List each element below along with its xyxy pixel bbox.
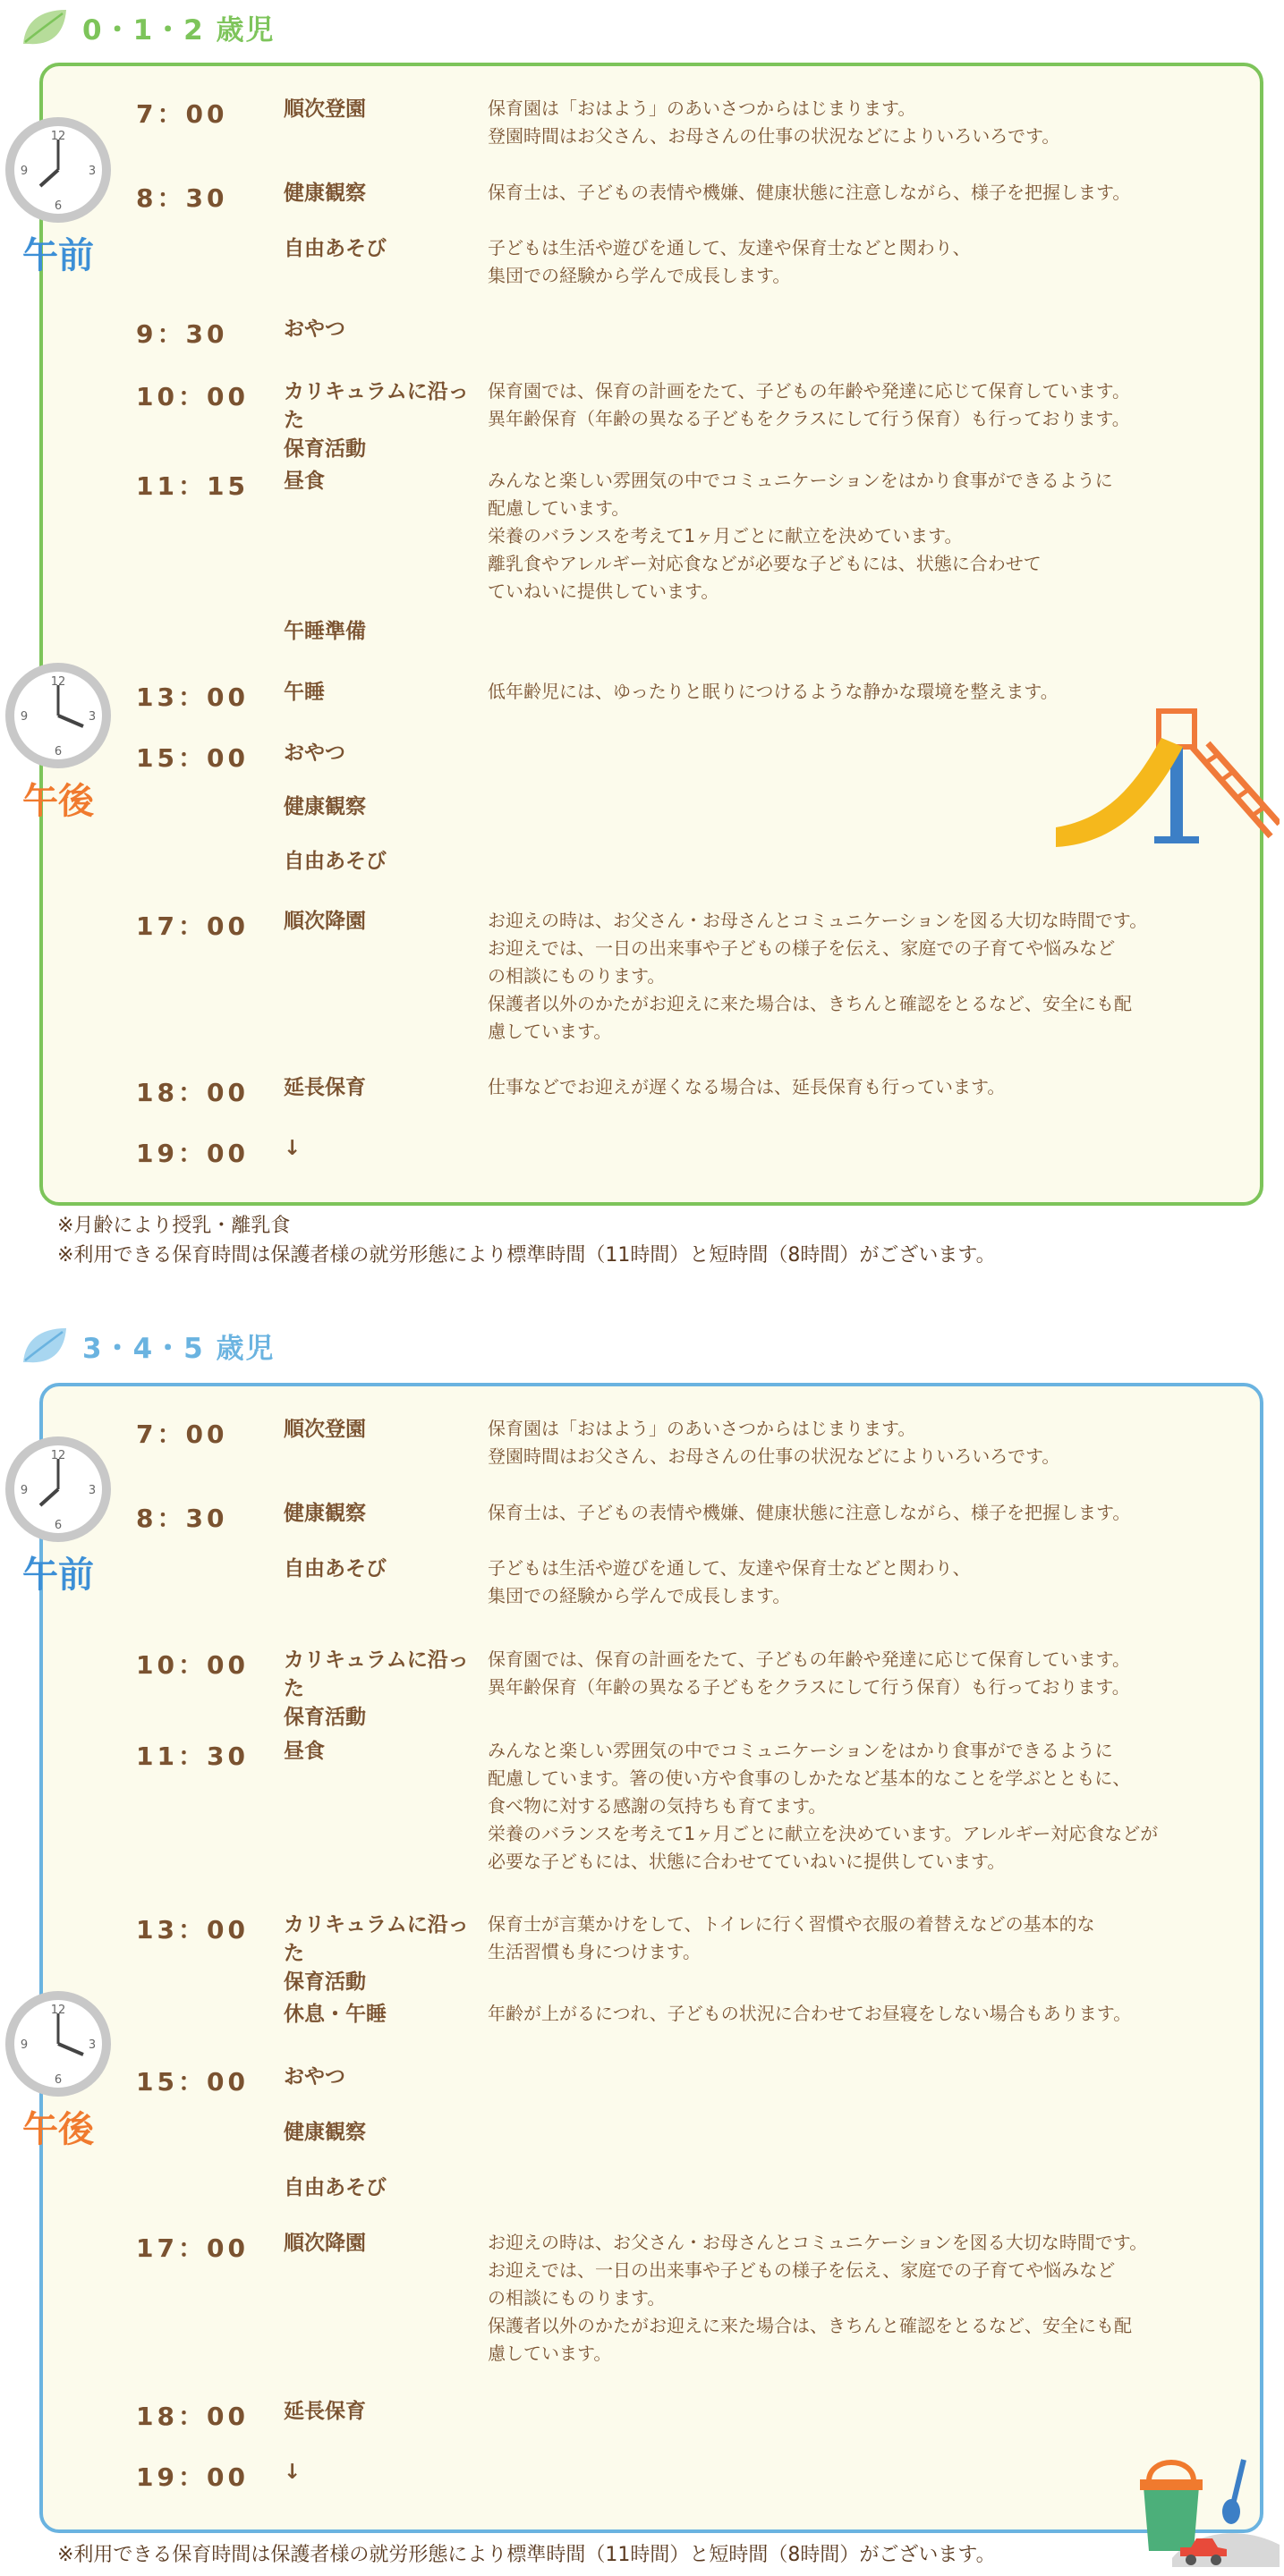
desc-line: 集団での経験から学んで成長します。 — [488, 265, 791, 286]
svg-text:9: 9 — [20, 710, 29, 724]
clock-icon — [4, 1436, 112, 1543]
svg-text:9: 9 — [20, 2038, 29, 2052]
row-time: 8：30 — [136, 183, 228, 213]
row-activity: おやつ — [284, 318, 345, 341]
desc-line: 保護者以外のかたがお迎えに来た場合は、きちんと確認をとるなど、安全にも配 — [488, 2315, 1132, 2336]
row-time: 17：00 — [136, 2233, 249, 2263]
desc-line: 慮しています。 — [488, 1021, 612, 1042]
clock-am-block — [0, 116, 116, 278]
row-activity: 順次登園 — [284, 97, 366, 121]
leaf-icon — [20, 1325, 70, 1366]
row-activity: ↓ — [284, 1137, 302, 1160]
desc-line: 子どもは生活や遊びを通して、友達や保育士などと関わり、 — [488, 1557, 971, 1579]
pm-label: 午後 — [22, 2109, 94, 2150]
row-activity: 健康観察 — [284, 1502, 366, 1525]
row-time: 7：00 — [136, 99, 228, 129]
toy-car-icon — [1177, 2533, 1230, 2569]
am-label: 午前 — [22, 235, 94, 276]
row-time: 18：00 — [136, 1078, 249, 1107]
row-activity: 自由あそび — [284, 2176, 387, 2199]
row-activity: 順次降園 — [284, 910, 366, 933]
desc-line: の相談にものります。 — [488, 2287, 666, 2309]
desc-line: 登園時間はお父さん、お母さんの仕事の状況などによりいろいろです。 — [488, 125, 1060, 147]
row-activity: 自由あそび — [284, 1557, 387, 1580]
row-activity: カリキュラムに沿った 保育活動 — [284, 380, 469, 461]
row-description — [488, 377, 1230, 433]
note-line: ※月齢により授乳・離乳食 — [57, 1215, 291, 1237]
svg-text:6: 6 — [54, 1519, 63, 1532]
row-description — [488, 2229, 1230, 2368]
section-title: 0・1・2 歳児 — [82, 13, 276, 47]
desc-line: 保護者以外のかたがお迎えに来た場合は、きちんと確認をとるなど、安全にも配 — [488, 993, 1132, 1014]
clock-pm-block — [0, 1990, 116, 2152]
row-activity: カリキュラムに沿った 保育活動 — [284, 1913, 469, 1994]
row-description — [488, 1499, 1230, 1527]
desc-line: 必要な子どもには、状態に合わせてていねいに提供しています。 — [488, 1851, 1006, 1872]
row-description — [488, 1555, 1230, 1610]
desc-line: 栄養のバランスを考えて1ヶ月ごとに献立を決めています。 — [488, 525, 963, 547]
svg-text:6: 6 — [54, 2073, 63, 2087]
svg-text:6: 6 — [54, 199, 63, 213]
row-description — [488, 234, 1230, 290]
desc-line: 保育園は「おはよう」のあいさつからはじまります。 — [488, 1418, 916, 1439]
desc-line: 配慮しています。箸の使い方や食事のしかたなど基本的なことを学ぶとともに、 — [488, 1767, 1131, 1789]
note-line: ※利用できる保育時間は保護者様の就労形態により標準時間（11時間）と短時間（8時間）がございます。 — [57, 2544, 996, 2566]
row-time: 19：00 — [136, 2462, 249, 2492]
row-time: 17：00 — [136, 911, 249, 941]
svg-text:12: 12 — [50, 2004, 66, 2017]
svg-text:12: 12 — [50, 130, 66, 143]
desc-line: 慮しています。 — [488, 2343, 612, 2364]
row-time: 19：00 — [136, 1139, 249, 1168]
row-activity: 午睡準備 — [284, 620, 366, 643]
row-time: 9：30 — [136, 319, 228, 349]
row-activity: 休息・午睡 — [284, 2003, 387, 2026]
row-time: 7：00 — [136, 1419, 228, 1449]
desc-line: みんなと楽しい雰囲気の中でコミュニケーションをはかり食事ができるように — [488, 1740, 1113, 1761]
svg-text:12: 12 — [50, 1449, 66, 1462]
row-activity: ↓ — [284, 2461, 302, 2484]
clock-icon — [4, 1990, 112, 2097]
desc-line: お迎えの時は、お父さん・お母さんとコミュニケーションを図る大切な時間です。 — [488, 910, 1148, 931]
slide-icon — [1056, 702, 1280, 859]
svg-text:3: 3 — [88, 165, 97, 178]
am-label: 午前 — [22, 1555, 94, 1596]
row-activity: 延長保育 — [284, 1076, 366, 1099]
desc-line: 離乳食やアレルギー対応食などが必要な子どもには、状態に合わせて — [488, 553, 1042, 574]
row-description — [488, 907, 1230, 1046]
svg-text:3: 3 — [88, 1484, 97, 1497]
desc-line: 保育園では、保育の計画をたて、子どもの年齢や発達に応じて保育しています。 — [488, 380, 1130, 402]
desc-line: 保育士は、子どもの表情や機嫌、健康状態に注意しながら、様子を把握します。 — [488, 182, 1131, 203]
desc-line: 集団での経験から学んで成長します。 — [488, 1585, 791, 1606]
svg-text:3: 3 — [88, 710, 97, 724]
row-time: 11：15 — [136, 471, 249, 501]
row-time: 8：30 — [136, 1504, 228, 1533]
row-activity: 昼食 — [284, 470, 325, 493]
row-activity: 自由あそび — [284, 237, 387, 260]
clock-am-block — [0, 1436, 116, 1597]
row-activity: 延長保育 — [284, 2400, 366, 2423]
row-activity: 健康観察 — [284, 2121, 366, 2144]
row-time: 15：00 — [136, 743, 249, 773]
desc-line: 登園時間はお父さん、お母さんの仕事の状況などによりいろいろです。 — [488, 1445, 1060, 1467]
desc-line: 食べ物に対する感謝の気持ちも育てます。 — [488, 1795, 827, 1817]
desc-line: 低年齢児には、ゆったりと眠りにつけるような静かな環境を整えます。 — [488, 681, 1059, 702]
row-activity: 昼食 — [284, 1740, 325, 1763]
row-description — [488, 678, 1230, 706]
row-time: 10：00 — [136, 382, 249, 411]
desc-line: 子どもは生活や遊びを通して、友達や保育士などと関わり、 — [488, 237, 971, 258]
row-activity: おやつ — [284, 2065, 345, 2089]
row-description — [488, 179, 1230, 207]
row-description — [488, 95, 1230, 150]
notes-012 — [57, 1211, 996, 1270]
desc-line: 栄養のバランスを考えて1ヶ月ごとに献立を決めています。アレルギー対応食などが — [488, 1823, 1159, 1844]
desc-line: 保育士は、子どもの表情や機嫌、健康状態に注意しながら、様子を把握します。 — [488, 1502, 1131, 1523]
desc-line: 仕事などでお迎えが遅くなる場合は、延長保育も行っています。 — [488, 1076, 1006, 1097]
desc-line: お迎えでは、一日の出来事や子どもの様子を伝え、家庭での子育てや悩みなど — [488, 937, 1116, 959]
clock-icon — [4, 662, 112, 769]
row-activity: 午睡 — [284, 681, 325, 704]
row-time: 13：00 — [136, 682, 249, 712]
svg-text:9: 9 — [20, 165, 29, 178]
desc-line: の相談にものります。 — [488, 965, 666, 987]
row-description — [488, 1073, 1230, 1101]
clock-pm-block — [0, 662, 116, 824]
desc-line: 異年齢保育（年齢の異なる子どもをクラスにして行う保育）も行っております。 — [488, 408, 1130, 429]
desc-line: 異年齢保育（年齢の異なる子どもをクラスにして行う保育）も行っております。 — [488, 1676, 1130, 1698]
svg-text:6: 6 — [54, 745, 63, 758]
desc-line: 保育士が言葉かけをして、トイレに行く習慣や衣服の着替えなどの基本的な — [488, 1913, 1095, 1935]
row-time: 18：00 — [136, 2402, 249, 2431]
desc-line: 保育園では、保育の計画をたて、子どもの年齢や発達に応じて保育しています。 — [488, 1648, 1130, 1670]
svg-text:3: 3 — [88, 2038, 97, 2052]
row-activity: 自由あそび — [284, 850, 387, 873]
notes-345 — [57, 2540, 996, 2570]
row-description — [488, 1646, 1230, 1701]
pm-label: 午後 — [22, 781, 94, 822]
desc-line: みんなと楽しい雰囲気の中でコミュニケーションをはかり食事ができるように — [488, 470, 1113, 491]
row-activity: カリキュラムに沿った 保育活動 — [284, 1648, 469, 1729]
desc-line: お迎えでは、一日の出来事や子どもの様子を伝え、家庭での子育てや悩みなど — [488, 2259, 1116, 2281]
row-description — [488, 467, 1230, 606]
row-description — [488, 1415, 1230, 1470]
desc-line: ていねいに提供しています。 — [488, 580, 719, 602]
clock-icon — [4, 116, 112, 224]
row-time: 13：00 — [136, 1915, 249, 1945]
row-activity: 健康観察 — [284, 795, 366, 818]
desc-line: 保育園は「おはよう」のあいさつからはじまります。 — [488, 97, 916, 119]
leaf-icon — [20, 6, 70, 47]
section-title: 3・4・5 歳児 — [82, 1332, 276, 1365]
desc-line: 年齢が上がるにつれ、子どもの状況に合わせてお昼寝をしない場合もあります。 — [488, 2003, 1132, 2024]
section-header-012 — [20, 0, 276, 54]
row-description — [488, 1911, 1230, 1966]
row-time: 15：00 — [136, 2067, 249, 2097]
desc-line: 配慮しています。 — [488, 497, 630, 519]
row-activity: 順次降園 — [284, 2232, 366, 2255]
row-activity: 順次登園 — [284, 1418, 366, 1441]
row-activity: 健康観察 — [284, 182, 366, 205]
desc-line: お迎えの時は、お父さん・お母さんとコミュニケーションを図る大切な時間です。 — [488, 2232, 1148, 2253]
svg-text:12: 12 — [50, 675, 66, 689]
note-line: ※利用できる保育時間は保護者様の就労形態により標準時間（11時間）と短時間（8時間）がございます。 — [57, 1244, 996, 1267]
row-activity: おやつ — [284, 741, 345, 765]
section-header-345 — [20, 1318, 276, 1372]
row-description — [488, 2000, 1230, 2028]
svg-text:9: 9 — [20, 1484, 29, 1497]
desc-line: 生活習慣も身につけます。 — [488, 1941, 701, 1962]
row-time: 10：00 — [136, 1650, 249, 1680]
row-time: 11：30 — [136, 1741, 249, 1771]
row-description — [488, 1737, 1230, 1876]
